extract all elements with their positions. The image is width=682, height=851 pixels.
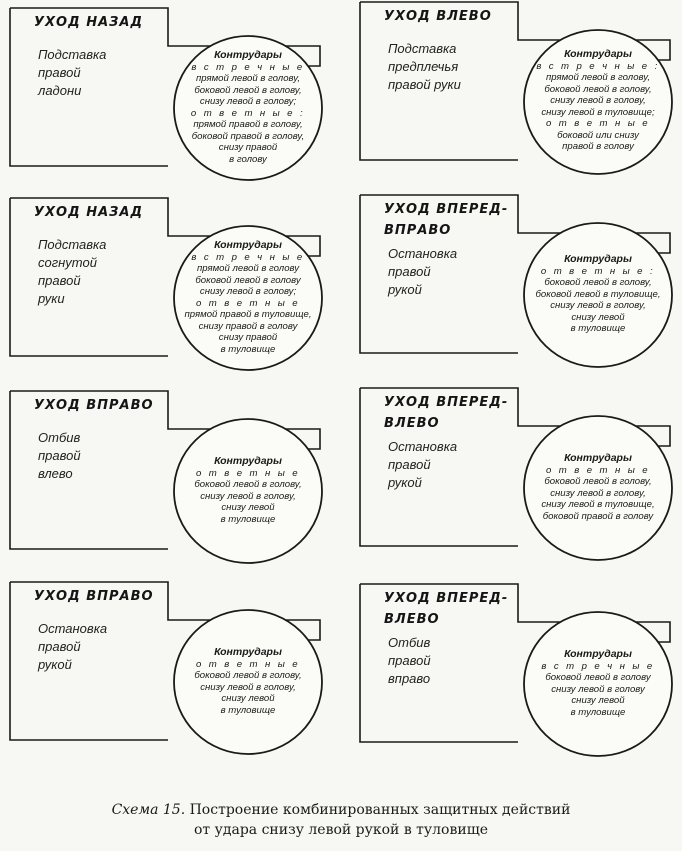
card-title: УХОД ВПРАВО (34, 398, 154, 413)
counter-category: о т в е т н ы е (196, 467, 300, 479)
counter-category: в с т р е ч н ы е : (536, 60, 660, 72)
counter-strikes (524, 453, 672, 522)
counter-heading: Контрудары (214, 455, 282, 467)
scheme-card (358, 0, 678, 180)
scheme-card (8, 389, 328, 569)
counter-strike-line: в туловище (220, 343, 276, 355)
scheme-card (8, 580, 328, 760)
counter-strike-line: боковой левой в голову (195, 274, 301, 286)
counter-strike-line: боковой правой в голову (542, 510, 654, 522)
counter-category: о т в е т н ы е (546, 118, 650, 129)
counter-category: о т в е т н ы е : (540, 265, 656, 277)
caption-text-1: Построение комбинированных защитных действий (189, 802, 571, 818)
card-title: УХОД ВЛЕВО (384, 9, 492, 24)
counter-category: о т в е т н ы е (196, 297, 300, 309)
counter-strike-line: в туловище (570, 323, 626, 334)
counter-category: о т в е т н ы е (196, 658, 300, 670)
counter-strike-line: боковой или снизу (557, 129, 639, 141)
counter-strike-line: боковой левой в голову, (194, 84, 302, 96)
counter-strike-line: снизу правой в голову (198, 320, 298, 332)
scheme-card (358, 193, 678, 373)
card-title: УХОД ВПРАВО (34, 589, 154, 604)
counter-strikes (524, 254, 672, 335)
defense-action: Остановка правой рукой (38, 621, 108, 672)
defense-action: Отбив правой вправо (388, 635, 431, 686)
counter-strike-line: прямой левой в голову, (195, 73, 301, 84)
counter-heading: Контрудары (214, 49, 282, 61)
counter-strike-line: боковой левой в голову (545, 672, 651, 683)
counter-strike-line: прямой левой в голову, (545, 72, 651, 83)
counter-category: в с т р е ч н ы е (191, 61, 305, 73)
card-title: УХОД ВПЕРЕД- ВЛЕВО (384, 591, 509, 627)
counter-category: о т в е т н ы е (546, 464, 650, 476)
defense-action: Подставка правой ладони (38, 47, 107, 98)
counter-heading: Контрудары (214, 239, 282, 251)
counter-strike-line: снизу левой в туловище, (541, 499, 655, 510)
counter-strikes (524, 49, 672, 153)
counter-strike-line: в туловище (220, 513, 276, 525)
counter-strike-line: снизу левой (221, 693, 275, 704)
scheme-card (358, 582, 678, 762)
counter-strike-line: боковой левой в голову, (544, 83, 652, 95)
defense-action: Отбив правой влево (38, 430, 81, 481)
caption-text-2: от удара снизу левой рукой в туловище (194, 822, 488, 838)
scheme-card (8, 6, 328, 186)
counter-strikes (174, 240, 322, 355)
defense-action: Подставка предплечья правой руки (388, 41, 461, 92)
counter-strike-line: снизу правой (218, 332, 278, 343)
counter-strike-line: снизу левой в туловище; (541, 106, 655, 118)
counter-category: в с т р е ч н ы е (541, 660, 655, 672)
counter-strike-line: в туловище (570, 706, 626, 718)
counter-strikes (174, 50, 322, 165)
counter-strike-line: в голову (229, 153, 267, 165)
scheme-card (358, 386, 678, 566)
scheme-card (8, 196, 328, 376)
counter-strike-line: снизу левой в голову, (200, 681, 296, 693)
counter-strike-line: снизу левой в голову, (550, 95, 646, 106)
counter-category: в с т р е ч н ы е (191, 251, 305, 263)
caption-line-1 (0, 800, 682, 820)
card-title: УХОД ВПЕРЕД- ВПРАВО (384, 202, 509, 238)
counter-heading: Контрудары (564, 452, 632, 464)
counter-strike-line: прямой правой в туловище, (184, 309, 312, 320)
counter-strike-line: боковой левой в голову, (544, 476, 652, 487)
defense-action: Подставка согнутой правой руки (38, 237, 107, 306)
card-title: УХОД НАЗАД (34, 15, 144, 30)
counter-strike-line: снизу левой (571, 695, 625, 706)
counter-strike-line: боковой левой в туловище, (535, 288, 661, 300)
caption (0, 800, 682, 840)
counter-strike-line: боковой левой в голову, (544, 277, 652, 288)
counter-strike-line: снизу левой в голову (551, 683, 645, 695)
card-title: УХОД НАЗАД (34, 205, 144, 220)
counter-strike-line: снизу левой (221, 502, 275, 513)
counter-strike-line: снизу левой (571, 311, 625, 323)
counter-heading: Контрудары (564, 253, 632, 265)
counter-heading: Контрудары (564, 648, 632, 660)
defense-action: Остановка правой рукой (388, 246, 458, 297)
counter-strike-line: боковой правой в голову, (191, 130, 305, 142)
counter-heading: Контрудары (214, 646, 282, 658)
counter-strike-line: снизу левой в голову, (550, 487, 646, 499)
counter-strikes (174, 456, 322, 525)
counter-strike-line: в туловище (220, 704, 276, 716)
counter-strike-line: снизу левой в голову; (199, 96, 297, 107)
caption-label: Схема 15. (111, 802, 186, 818)
counter-category: о т в е т н ы е : (190, 107, 306, 119)
counter-strikes (174, 647, 322, 716)
counter-heading: Контрудары (564, 48, 632, 60)
card-title: УХОД ВПЕРЕД- ВЛЕВО (384, 395, 509, 431)
counter-strike-line: снизу левой в голову; (199, 286, 297, 297)
defense-action: Остановка правой рукой (388, 439, 458, 490)
counter-strike-line: боковой левой в голову, (194, 670, 302, 681)
counter-strike-line: снизу левой в голову, (200, 490, 296, 502)
counter-strike-line: прямой правой в голову, (193, 119, 303, 130)
counter-strike-line: снизу левой в голову, (550, 300, 646, 311)
counter-strikes (524, 649, 672, 718)
counter-strike-line: правой в голову (562, 141, 634, 152)
counter-strike-line: прямой левой в голову (196, 263, 300, 274)
counter-strike-line: боковой левой в голову, (194, 479, 302, 490)
counter-strike-line: снизу правой (218, 142, 278, 153)
